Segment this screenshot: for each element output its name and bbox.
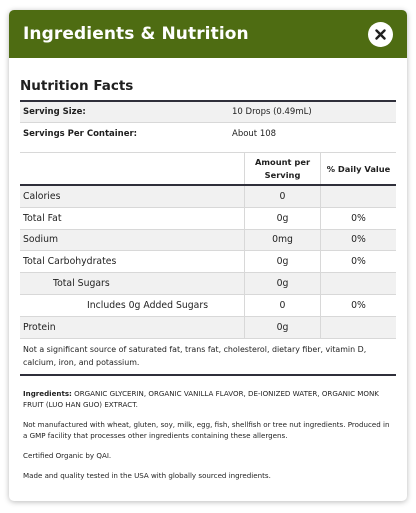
nutrition-facts-title: Nutrition Facts bbox=[20, 78, 396, 102]
amount-header: Amount per Serving bbox=[245, 153, 321, 184]
table-row bbox=[20, 186, 396, 208]
nutrient-name: Total Fat bbox=[20, 208, 245, 229]
modal-header bbox=[9, 10, 407, 58]
nutrient-amount: 0mg bbox=[245, 230, 321, 251]
nutrient-amount: 0g bbox=[245, 317, 321, 338]
table-row bbox=[20, 273, 396, 295]
table-row bbox=[20, 230, 396, 252]
nutrient-name: Total Carbohydrates bbox=[20, 251, 245, 272]
nutrient-daily-value: 0% bbox=[351, 234, 366, 246]
product-details bbox=[20, 388, 396, 481]
nutrient-amount: 0g bbox=[245, 273, 321, 294]
allergen-statement: Not manufactured with wheat, gluten, soy, milk, egg, fish, shellfish or tree nut ingredients. Produced in a GMP facility that processes other ingredients containing these allergens. bbox=[23, 419, 390, 440]
nutrient-amount: 0g bbox=[245, 208, 321, 229]
nutrition-footnote: Not a significant source of saturated fat, trans fat, cholesterol, dietary fiber, vitamin D, calcium, iron, and potassium. bbox=[20, 339, 396, 376]
nutrition-table-header bbox=[20, 152, 396, 186]
servings-per-container-value: About 108 bbox=[232, 128, 277, 139]
quality-statement: Made and quality tested in the USA with globally sourced ingredients. bbox=[23, 470, 271, 480]
table-row bbox=[20, 317, 396, 339]
nutrient-amount: 0g bbox=[245, 251, 321, 272]
ingredients-text: ORGANIC GLYCERIN, ORGANIC VANILLA FLAVOR, DE-IONIZED WATER, ORGANIC MONK FRUIT (LUO HAN GUO) EXTRACT. bbox=[23, 388, 379, 409]
nutrient-name: Total Sugars bbox=[20, 273, 245, 294]
table-row bbox=[20, 295, 396, 317]
nutrient-daily-value bbox=[321, 273, 396, 294]
table-row bbox=[20, 208, 396, 230]
servings-per-container-row bbox=[20, 123, 396, 144]
nutrient-name: Protein bbox=[20, 317, 245, 338]
nutrient-daily-value bbox=[321, 186, 396, 207]
nutrient-header bbox=[20, 153, 245, 184]
nutrient-name: Includes 0g Added Sugars bbox=[20, 295, 245, 316]
daily-value-header: % Daily Value bbox=[326, 163, 391, 174]
modal-body bbox=[9, 78, 407, 481]
nutrient-daily-value: 0% bbox=[351, 299, 366, 311]
close-icon bbox=[375, 29, 386, 40]
modal-title: Ingredients & Nutrition bbox=[23, 24, 249, 44]
nutrient-daily-value: 0% bbox=[351, 256, 366, 268]
servings-per-container-label: Servings Per Container: bbox=[23, 128, 138, 139]
nutrient-daily-value: 0% bbox=[351, 212, 366, 224]
serving-size-row bbox=[20, 102, 396, 123]
ingredients-paragraph bbox=[23, 388, 393, 410]
nutrition-modal bbox=[9, 10, 407, 501]
nutrient-amount: 0 bbox=[245, 186, 321, 207]
serving-size-value: 10 Drops (0.49mL) bbox=[232, 107, 312, 117]
nutrient-daily-value bbox=[321, 317, 396, 338]
table-row bbox=[20, 251, 396, 273]
nutrient-name: Sodium bbox=[20, 230, 245, 251]
serving-size-label: Serving Size: bbox=[23, 107, 86, 117]
nutrient-name: Calories bbox=[20, 186, 245, 207]
nutrient-amount: 0 bbox=[245, 295, 321, 316]
ingredients-label: Ingredients: bbox=[23, 388, 72, 398]
close-button[interactable] bbox=[368, 22, 393, 47]
certification-statement: Certified Organic by QAI. bbox=[23, 450, 112, 460]
